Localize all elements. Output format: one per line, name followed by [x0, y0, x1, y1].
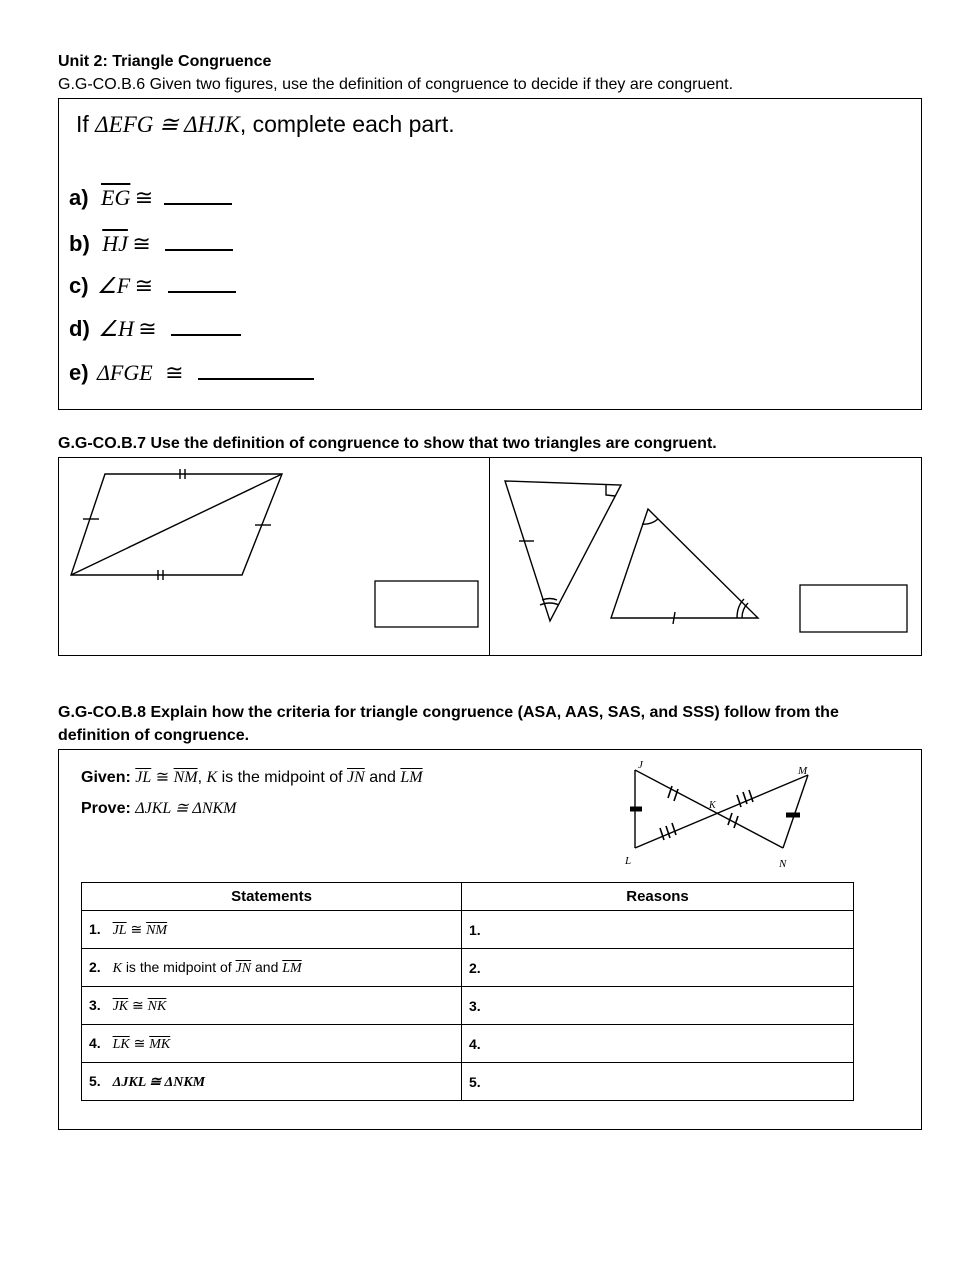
label-K: K [709, 800, 716, 811]
standard-b6: G.G-CO.B.6 Given two figures, use the definition of congruence to decide if they are congruent. [58, 76, 734, 93]
statement-2: 2. K is the midpoint of $\overline{JN}$ and $\overline{LM}$ [82, 949, 462, 987]
table-row [82, 911, 854, 949]
table-row [82, 1063, 854, 1101]
part1-box [58, 98, 922, 410]
table-row [82, 1025, 854, 1063]
answer-blank-c[interactable] [168, 273, 236, 293]
label-L: L [625, 855, 632, 867]
statement-5: 5. ΔJKL ≅ ΔNKM [82, 1063, 462, 1101]
prove-line: Prove: ΔJKL ≅ ΔNKM [81, 800, 237, 817]
standard-b8: G.G-CO.B.8 Explain how the criteria for triangle congruence (ASA, AAS, SAS, and SSS) follow from the [58, 704, 839, 721]
unit-title: Unit 2: Triangle Congruence [58, 53, 272, 70]
answer-blank-b[interactable] [165, 231, 233, 251]
item-c: c) ∠F ≅ [69, 273, 236, 299]
answer-blank-d[interactable] [171, 316, 241, 336]
reason-1[interactable]: 1. [462, 911, 854, 949]
reasons-header: Reasons [462, 883, 854, 911]
answer-box-right[interactable] [800, 585, 907, 632]
table-row [82, 949, 854, 987]
reason-2[interactable]: 2. [462, 949, 854, 987]
label-J: J [638, 759, 643, 771]
triangles-figure [505, 481, 758, 624]
reason-5[interactable]: 5. [462, 1063, 854, 1101]
statement-1: 1. $\overline{JL}$ ≅ $\overline{NM}$ [82, 911, 462, 949]
parallelogram-figure [71, 469, 282, 580]
proof-table [81, 882, 854, 1101]
reason-4[interactable]: 4. [462, 1025, 854, 1063]
reason-3[interactable]: 3. [462, 987, 854, 1025]
given-line: Given: $\overline{JL}$ ≅ $\overline{NM}$, K is the midpoint of $\overline{JN}$ and $\overline{LM}$ [81, 769, 423, 786]
table-row [82, 987, 854, 1025]
item-a: a) $\overline{EG}$ ≅ [69, 185, 232, 211]
statement-3: 3. $\overline{JK}$ ≅ $\overline{NK}$ [82, 987, 462, 1025]
label-N: N [779, 858, 787, 870]
statement-4: 4. $\overline{LK}$ ≅ $\overline{MK}$ [82, 1025, 462, 1063]
part1-prompt: If ΔEFG ≅ ΔHJK, complete each part. [76, 111, 455, 137]
label-M: M [798, 765, 808, 777]
answer-blank-a[interactable] [164, 185, 232, 205]
item-d: d) ∠H ≅ [69, 316, 241, 342]
item-b: b) $\overline{HJ}$ ≅ [69, 231, 233, 257]
answer-box-left[interactable] [375, 581, 478, 627]
standard-b7: G.G-CO.B.7 Use the definition of congruence to show that two triangles are congruent. [58, 435, 717, 452]
standard-b8-cont: definition of congruence. [58, 727, 250, 744]
bowtie-figure [620, 755, 820, 875]
item-e: e) ΔFGE ≅ [69, 360, 314, 386]
statements-header: Statements [82, 883, 462, 911]
part2-figures [58, 457, 922, 656]
answer-blank-e[interactable] [198, 360, 314, 380]
